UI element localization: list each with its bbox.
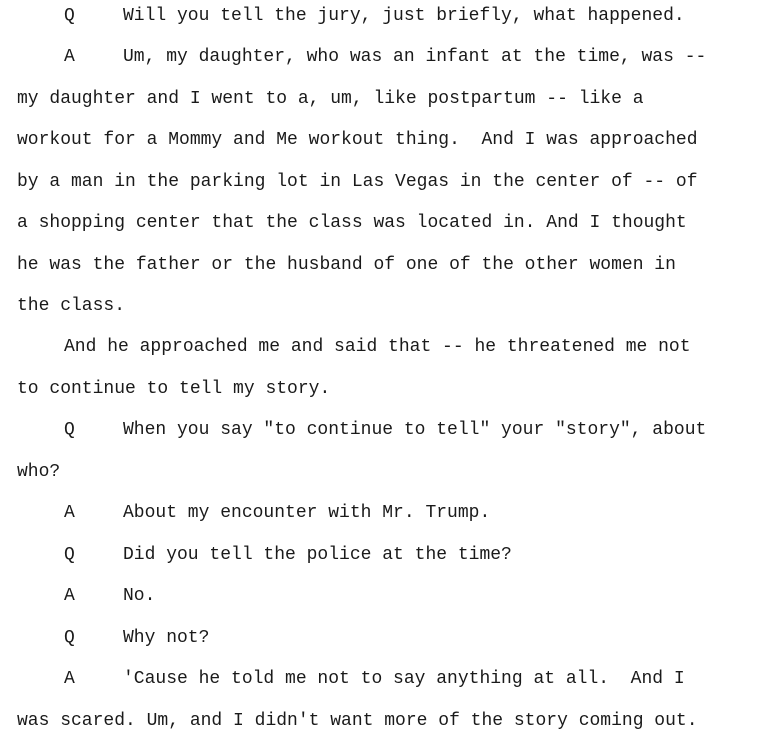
transcript-line: the class.	[17, 296, 126, 316]
line-text: Why not?	[123, 628, 210, 648]
speaker-label: A	[64, 47, 75, 67]
transcript-line: And he approached me and said that -- he threatened me not	[64, 337, 691, 357]
transcript-line	[64, 586, 155, 606]
transcript-line	[64, 503, 490, 523]
transcript-line	[64, 420, 706, 440]
transcript-line	[64, 545, 512, 565]
line-text: Will you tell the jury, just briefly, what happened.	[123, 6, 685, 26]
speaker-label: Q	[64, 420, 75, 440]
line-text: No.	[123, 586, 156, 606]
transcript-line: was scared. Um, and I didn't want more of the story coming out.	[17, 711, 698, 731]
line-text: About my encounter with Mr. Trump.	[123, 503, 491, 523]
transcript-line: to continue to tell my story.	[17, 379, 331, 399]
speaker-label: Q	[64, 628, 75, 648]
speaker-label: A	[64, 669, 75, 689]
transcript-line: he was the father or the husband of one of the other women in	[17, 255, 676, 275]
transcript-line: by a man in the parking lot in Las Vegas in the center of -- of	[17, 172, 698, 192]
transcript-line: a shopping center that the class was located in. And I thought	[17, 213, 687, 233]
line-text: Um, my daughter, who was an infant at the time, was --	[123, 47, 707, 67]
speaker-label: A	[64, 503, 75, 523]
transcript-line	[64, 6, 685, 26]
transcript-line	[64, 669, 685, 689]
speaker-label: Q	[64, 6, 75, 26]
speaker-label: Q	[64, 545, 75, 565]
transcript-line	[64, 628, 209, 648]
transcript-line: workout for a Mommy and Me workout thing. And I was approached	[17, 130, 698, 150]
speaker-label: A	[64, 586, 75, 606]
line-text: 'Cause he told me not to say anything at all. And I	[123, 669, 685, 689]
transcript-line: who?	[17, 462, 61, 482]
transcript-line	[64, 47, 706, 67]
line-text: When you say "to continue to tell" your "story", about	[123, 420, 707, 440]
transcript-line: my daughter and I went to a, um, like postpartum -- like a	[17, 89, 644, 109]
line-text: Did you tell the police at the time?	[123, 545, 512, 565]
